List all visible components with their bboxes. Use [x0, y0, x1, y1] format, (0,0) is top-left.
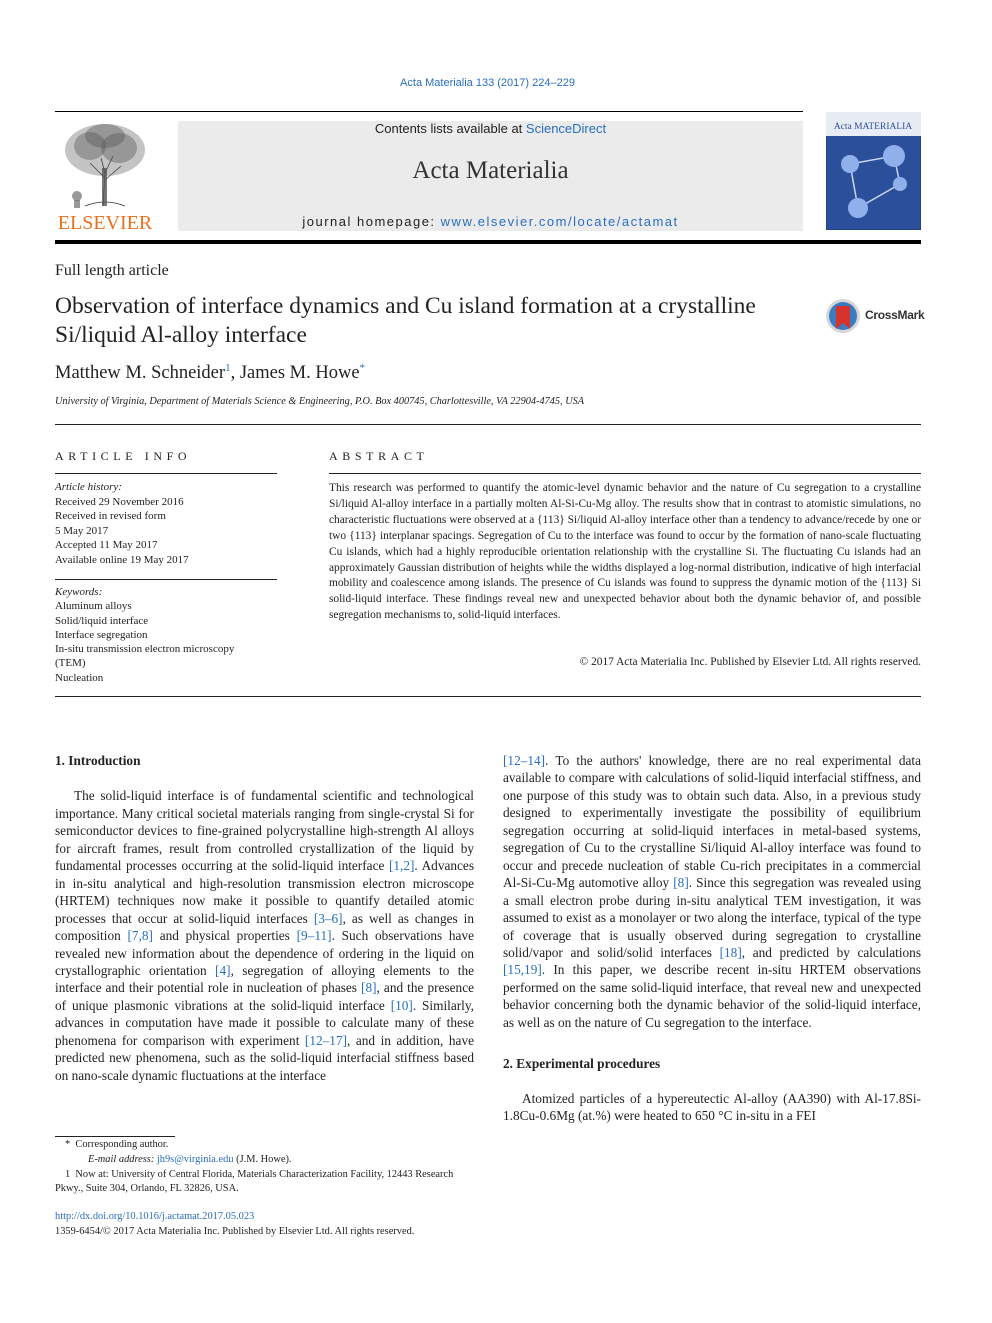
- footnote-1: 1 Now at: University of Central Florida, Materials Characterization Facility, 12443 Research Pkwy., Suite 304, Orlando, FL 32826, USA.: [55, 1168, 454, 1195]
- abstract-copyright: © 2017 Acta Materialia Inc. Published by Elsevier Ltd. All rights reserved.: [579, 656, 921, 668]
- crossmark-icon: [825, 296, 865, 336]
- journal-header-box: [178, 121, 803, 231]
- footnote-rule: [55, 1136, 175, 1137]
- footnotes: [55, 1138, 474, 1197]
- footnote-email: E-mail address: jh9s@virginia.edu (J.M. Howe).: [88, 1153, 292, 1165]
- affiliation-rule: [55, 424, 921, 425]
- corresponding-author-mark[interactable]: *: [359, 362, 366, 374]
- crossmark-badge[interactable]: [825, 296, 925, 336]
- citation-link[interactable]: [4]: [215, 962, 231, 978]
- citation-link[interactable]: [1,2]: [388, 858, 415, 874]
- email-link[interactable]: jh9s@virginia.edu: [156, 1153, 234, 1165]
- homepage-link[interactable]: www.elsevier.com/locate/actamat: [440, 214, 679, 229]
- issn-copyright: 1359-6454/© 2017 Acta Materialia Inc. Published by Elsevier Ltd. All rights reserved.: [55, 1226, 415, 1237]
- homepage-prefix: journal homepage:: [302, 214, 441, 229]
- keyword: Solid/liquid interface: [55, 614, 149, 627]
- svg-text:ELSEVIER: ELSEVIER: [57, 212, 153, 233]
- contents-line: [178, 121, 803, 136]
- article-title: Observation of interface dynamics and Cu island formation at a crystalline Si/liquid Al-alloy interface: [55, 293, 756, 348]
- keywords-label: Keywords:: [55, 586, 103, 598]
- article-info-heading: ARTICLE INFO: [55, 449, 192, 463]
- citation-link[interactable]: [7,8]: [127, 928, 153, 944]
- svg-text:Acta MATERIALIA: Acta MATERIALIA: [833, 122, 913, 132]
- history-item: Accepted 11 May 2017: [55, 539, 158, 551]
- keyword: Nucleation: [55, 671, 104, 684]
- header-thick-rule: [55, 240, 921, 244]
- elsevier-tree-icon: [55, 118, 155, 233]
- citation-link[interactable]: [8]: [361, 980, 377, 996]
- citation-link[interactable]: [3–6]: [313, 910, 343, 926]
- footnote-corresponding: * Corresponding author.: [65, 1139, 169, 1150]
- abstract-rule: [329, 473, 921, 474]
- keywords-rule: [55, 579, 277, 580]
- sciencedirect-link[interactable]: ScienceDirect: [525, 121, 607, 136]
- citation-link[interactable]: [12–17]: [304, 1032, 348, 1048]
- history-item: Available online 19 May 2017: [55, 553, 189, 566]
- abstract-text: This research was performed to quantify the atomic-level dynamic behavior and the nature of Cu segregation to a crystalline Si/liquid Al-alloy interface in a partially molten Al-Si-Cu-Mg alloy. The results show that in contrast to atomistic simulations, no characteristic fluctuations were observed at a {113} Si/liquid Al-alloy interface other than a tendency to advance/recede by one or two {113} interplanar spacings. Segregation of Cu to the interface was found to occur by the formation of nano-scale fluctuating Cu islands, which had a highly reproducible orientation relationship with the crystalline Si. The fluctuating Cu islands had an approximately Gaussian distribution of heights while the widths displayed a log-normal distribution, indicative of high interfacial mobility and coalescence among islands. The presence of Cu islands was found to suppress the dynamic motion of the {113} Si solid-liquid interface. These findings reveal new and unexpected behavior about both the dynamic behavior of, and possible segregation mechanisms to, solid-liquid interfaces.: [329, 482, 921, 622]
- section-heading-introduction: 1. Introduction: [55, 753, 141, 768]
- header-rule: [55, 111, 803, 112]
- journal-homepage-line: [178, 214, 803, 229]
- article-type: Full length article: [55, 262, 169, 279]
- article-info-rule: [55, 473, 277, 474]
- journal-cover-image[interactable]: [826, 112, 921, 230]
- history-item: 5 May 2017: [55, 524, 109, 537]
- history-item: Received 29 November 2016: [55, 495, 184, 508]
- journal-name: Acta Materialia: [412, 157, 569, 184]
- article-history: [55, 480, 277, 567]
- history-item: Received in revised form: [55, 510, 166, 522]
- author-separator: ,: [230, 363, 240, 384]
- experimental-paragraph: Atomized particles of a hypereutectic Al-alloy (AA390) with Al-17.8Si-1.8Cu-0.6Mg (at.%) were heated to 650 °C in-situ in a FEI: [503, 1090, 921, 1124]
- keyword: Aluminum alloys: [55, 600, 132, 613]
- article-history-label: Article history:: [55, 481, 122, 493]
- author-list: [55, 362, 365, 384]
- author-affiliation: University of Virginia, Department of Materials Science & Engineering, P.O. Box 400745, Charlottesville, VA 22904-4745, USA: [55, 396, 585, 407]
- keyword: (TEM): [55, 657, 86, 670]
- journal-citation[interactable]: Acta Materialia 133 (2017) 224–229: [400, 77, 575, 89]
- citation-link[interactable]: [15,19]: [503, 962, 542, 978]
- author-footnote-mark[interactable]: 1: [225, 362, 231, 374]
- author-name: James M. Howe: [239, 363, 360, 384]
- crossmark-label: CrossMark: [865, 308, 925, 322]
- citation-link[interactable]: [8]: [673, 875, 689, 891]
- body-column-left: [55, 752, 474, 1084]
- abstract-heading: ABSTRACT: [329, 449, 429, 463]
- keyword: Interface segregation: [55, 628, 148, 641]
- author-name: Matthew M. Schneider: [55, 363, 226, 384]
- body-column-right: [503, 752, 921, 1125]
- citation-link[interactable]: [12–14]: [503, 753, 546, 768]
- abstract-bottom-rule: [55, 696, 921, 697]
- elsevier-logo[interactable]: [55, 118, 155, 233]
- intro-paragraph: The solid-liquid interface is of fundamental scientific and technological importance. Many critical societal materials ranging from single-crystal Si for semiconductor devices to fine-grained polycrystalline high-strength Al alloys for aircraft frames, result from controlled crystallization of the liquid by fundamental processes occurring at the solid-liquid interface [1,2]. Advances in in-situ analytical and high-resolution transmission electron microscope (HRTEM) techniques now make it possible to quantify detailed atomic processes that occur at solid-liquid interfaces [3–6], as well as changes in composition [7,8] and physical properties [9–11]. Such observations have revealed new information about the dependence of ordering in the liquid on crystallographic orientation [4], segregation of alloying elements to the interface and their potential role in nucleation of phases [8], and the presence of unique plasmonic vibrations at the solid-liquid interface [10]. Similarly, advances in computation have made it possible to calculate many of these phenomena for comparison with experiment [12–17], and in addition, have predicted new phenomena, such as the solid-liquid interfacial stiffness based on nano-scale dynamic fluctuations at the interface: [55, 788, 475, 1083]
- section-heading-experimental: 2. Experimental procedures: [503, 1056, 661, 1072]
- journal-cover-icon: [826, 112, 921, 230]
- keyword: In-situ transmission electron microscopy: [55, 643, 235, 656]
- keywords-list: [55, 585, 277, 685]
- doi-link[interactable]: http://dx.doi.org/10.1016/j.actamat.2017.05.023: [55, 1211, 255, 1222]
- citation-link[interactable]: [18]: [719, 944, 742, 960]
- citation-link[interactable]: [9–11]: [296, 928, 332, 944]
- intro-paragraph-continued: [12–14]. To the authors' knowledge, there are no real experimental data available to compare with calculations of solid-liquid interfacial stiffness, and one purpose of this study was to obtain such data. Also, in a previous study designed to experimentally investigate the possibility of equilibrium segregation occurring at solid-liquid interfaces in metal-based systems, segregation of Cu to the crystalline Si/liquid Al-alloy interface was found to occur and precede nucleation of stable Cu-rich precipitates in a commercial Al-Si-Cu-Mg automotive alloy [8]. Since this segregation was revealed using a small electron probe during in-situ analytical TEM investigation, it was assumed to exist as a monolayer or two along the interface, typical of the type of coverage that is usually observed during segregation to crystalline solid/vapor and solid/solid interfaces [18], and predicted by calculations [15,19]. In this paper, we describe recent in-situ HRTEM observations performed on the same solid-liquid interface, that reveal new and unexpected behavior concerning both the dynamic behavior of the solid-liquid interface, as well as on the nature of Cu segregation to the interface.: [503, 753, 922, 1030]
- contents-prefix: Contents lists available at: [374, 121, 526, 136]
- citation-link[interactable]: [10]: [390, 997, 413, 1013]
